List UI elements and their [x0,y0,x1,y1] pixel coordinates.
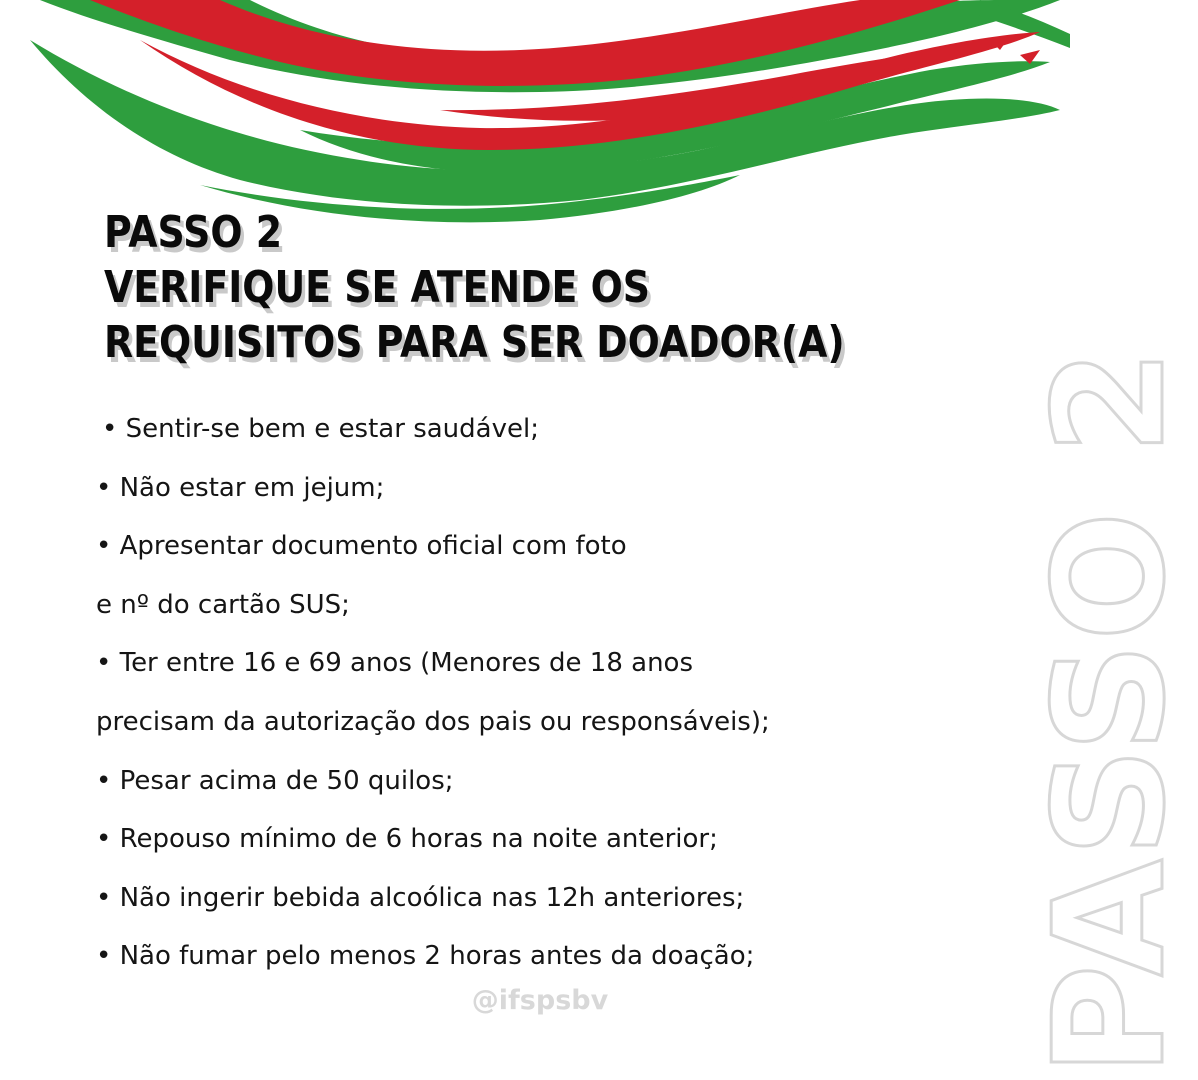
requirement-line: • Não fumar pelo menos 2 horas antes da doação; [96,941,755,972]
requirement-line-continued: precisam da autorização dos pais ou responsáveis); [96,706,770,737]
title-line-verify: VERIFIQUE SE ATENDE OS [104,262,651,313]
instagram-handle: @ifspsbv [471,985,609,1016]
brush-stroke-banner [0,0,1080,230]
title-line-requirements: REQUISITOS PARA SER DOADOR(A) [104,317,845,368]
requirement-line: • Repouso mínimo de 6 horas na noite anterior; [96,824,718,855]
requirement-line: • Apresentar documento oficial com foto [96,531,627,562]
title-block [104,205,984,370]
requirement-line: • Não estar em jejum; [96,472,385,503]
requirements-list [96,400,876,986]
requirement-line: • Sentir-se bem e estar saudável; [102,414,539,444]
requirement-line: • Ter entre 16 e 69 anos (Menores de 18 anos [96,648,694,679]
requirement-line: • Pesar acima de 50 quilos; [96,765,454,796]
requirement-line: • Não ingerir bebida alcoólica nas 12h anteriores; [96,882,745,913]
requirement-line-continued: e nº do cartão SUS; [96,589,350,620]
title-step: PASSO 2 [104,207,283,258]
vertical-watermark-text: PASSO 2 [1021,346,1198,1076]
